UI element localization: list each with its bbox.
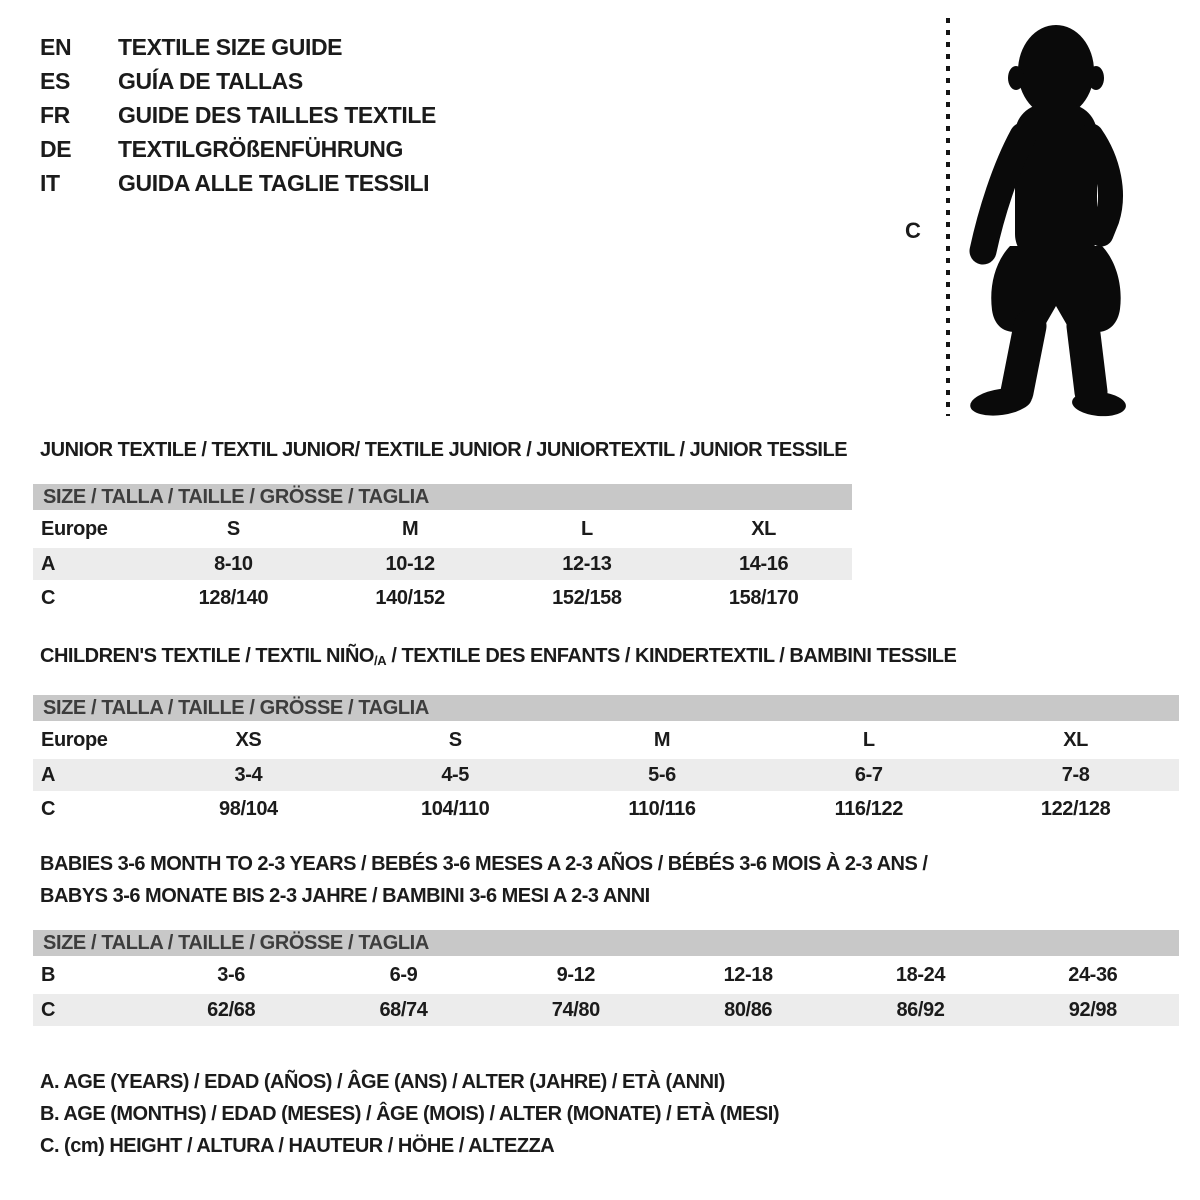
language-code: DE bbox=[40, 136, 72, 162]
table-row bbox=[33, 548, 852, 580]
language-row bbox=[40, 30, 436, 64]
table-cell: 80/86 bbox=[724, 998, 773, 1021]
table-cell: 3-4 bbox=[234, 763, 263, 786]
table-cell: 24-36 bbox=[1068, 963, 1118, 986]
size-header-row bbox=[33, 484, 852, 510]
section-babies-textile bbox=[33, 848, 1179, 1028]
size-header-label: SIZE / TALLA / TAILLE / GRÖSSE / TAGLIA bbox=[33, 695, 1179, 721]
section-title-line bbox=[40, 640, 1179, 677]
row-label: C bbox=[41, 586, 56, 609]
row-label: A bbox=[41, 552, 56, 575]
section-title-text: / TEXTILE DES ENFANTS / KINDERTEXTIL / BAMBINI TESSILE bbox=[386, 645, 957, 667]
section-title-text: BABYS 3-6 MONATE BIS 2-3 JAHRE / BAMBINI 3-6 MESI A 2-3 ANNI bbox=[40, 885, 650, 907]
language-row bbox=[40, 166, 436, 200]
section-junior-textile bbox=[33, 434, 852, 616]
table-cell: 12-18 bbox=[723, 963, 773, 986]
section-title-text: BABIES 3-6 MONTH TO 2-3 YEARS / BEBÉS 3-6 MESES A 2-3 AÑOS / BÉBÉS 3-6 MOIS À 2-3 ANS / bbox=[40, 853, 928, 875]
size-table-babies bbox=[33, 928, 1179, 1028]
table-row bbox=[33, 793, 1179, 825]
legend-line: C. (cm) HEIGHT / ALTURA / HAUTEUR / HÖHE / ALTEZZA bbox=[40, 1135, 555, 1157]
section-title-line bbox=[40, 434, 852, 466]
legend-line: B. AGE (MONTHS) / EDAD (MESES) / ÂGE (MOIS) / ALTER (MONATE) / ETÀ (MESI) bbox=[40, 1103, 780, 1125]
language-row bbox=[40, 64, 436, 98]
table-cell: XL bbox=[1063, 728, 1088, 751]
section-title-text: CHILDREN'S TEXTILE / TEXTIL NIÑO bbox=[40, 645, 374, 667]
table-cell: 12-13 bbox=[562, 552, 612, 575]
row-label: A bbox=[41, 763, 56, 786]
section-childrens-textile bbox=[33, 640, 1179, 827]
table-cell: S bbox=[226, 517, 240, 540]
legend-line: A. AGE (YEARS) / EDAD (AÑOS) / ÂGE (ANS) / ALTER (JAHRE) / ETÀ (ANNI) bbox=[40, 1071, 725, 1093]
size-header-label: SIZE / TALLA / TAILLE / GRÖSSE / TAGLIA bbox=[33, 930, 1179, 956]
table-cell: 9-12 bbox=[556, 963, 596, 986]
table-cell: 158/170 bbox=[728, 586, 799, 609]
toddler-silhouette bbox=[968, 25, 1126, 419]
table-cell: 68/74 bbox=[379, 998, 428, 1021]
table-row bbox=[33, 723, 1179, 757]
table-cell: M bbox=[653, 728, 671, 751]
legend bbox=[40, 1066, 779, 1162]
table-cell: L bbox=[580, 517, 593, 540]
table-cell: 74/80 bbox=[551, 998, 600, 1021]
language-code: FR bbox=[40, 102, 70, 128]
section-title-line bbox=[40, 880, 1179, 912]
table-cell: 6-9 bbox=[389, 963, 418, 986]
table-cell: 98/104 bbox=[219, 797, 278, 820]
row-label: C bbox=[41, 998, 56, 1021]
size-header-label: SIZE / TALLA / TAILLE / GRÖSSE / TAGLIA bbox=[33, 484, 852, 510]
table-cell: 18-24 bbox=[895, 963, 946, 986]
table-cell: 128/140 bbox=[198, 586, 269, 609]
section-title-babies bbox=[40, 848, 1179, 912]
table-row bbox=[33, 512, 852, 546]
language-code: IT bbox=[40, 170, 60, 196]
section-title-children bbox=[40, 640, 1179, 677]
toddler-silhouette-icon bbox=[895, 14, 1147, 420]
table-cell: 10-12 bbox=[385, 552, 435, 575]
size-header-row bbox=[33, 930, 1179, 956]
table-row bbox=[33, 958, 1179, 992]
language-row bbox=[40, 98, 436, 132]
table-cell: 152/158 bbox=[552, 586, 622, 609]
table-cell: 14-16 bbox=[739, 552, 789, 575]
table-cell: S bbox=[448, 728, 462, 751]
language-label: TEXTILGRÖßENFÜHRUNG bbox=[118, 136, 403, 162]
size-table-children bbox=[33, 693, 1179, 827]
table-cell: 110/116 bbox=[628, 797, 696, 820]
language-list bbox=[40, 30, 436, 200]
row-label: B bbox=[41, 963, 56, 986]
row-label: C bbox=[41, 797, 56, 820]
table-cell: 8-10 bbox=[214, 552, 253, 575]
section-title-junior bbox=[40, 434, 852, 466]
language-label: GUIDA ALLE TAGLIE TESSILI bbox=[118, 170, 430, 196]
figure-toddler-height bbox=[895, 14, 1147, 420]
table-cell: 122/128 bbox=[1040, 797, 1111, 820]
table-row bbox=[33, 759, 1179, 791]
table-cell: XS bbox=[235, 728, 262, 751]
size-header-row bbox=[33, 695, 1179, 721]
table-cell: XL bbox=[751, 517, 776, 540]
table-cell: 104/110 bbox=[420, 797, 490, 820]
row-label: Europe bbox=[41, 728, 108, 751]
language-label: TEXTILE SIZE GUIDE bbox=[118, 34, 343, 60]
table-cell: 5-6 bbox=[648, 763, 676, 786]
language-code: EN bbox=[40, 34, 72, 60]
table-cell: 3-6 bbox=[217, 963, 246, 986]
table-row bbox=[33, 994, 1179, 1026]
table-cell: 7-8 bbox=[1061, 763, 1090, 786]
table-cell: 92/98 bbox=[1068, 998, 1117, 1021]
table-row bbox=[33, 582, 852, 614]
language-row bbox=[40, 132, 436, 166]
table-cell: 6-7 bbox=[854, 763, 883, 786]
section-title-text: /A bbox=[373, 653, 387, 668]
table-cell: L bbox=[862, 728, 875, 751]
language-label: GUIDE DES TAILLES TEXTILE bbox=[118, 102, 436, 128]
section-title-line bbox=[40, 848, 1179, 880]
table-cell: 4-5 bbox=[441, 763, 470, 786]
row-label: Europe bbox=[41, 517, 108, 540]
table-cell: 62/68 bbox=[207, 998, 256, 1021]
measure-line-label: C bbox=[905, 218, 921, 243]
section-title-text: JUNIOR TEXTILE / TEXTIL JUNIOR/ TEXTILE JUNIOR / JUNIORTEXTIL / JUNIOR TESSILE bbox=[40, 439, 848, 461]
table-cell: 86/92 bbox=[896, 998, 945, 1021]
table-cell: M bbox=[401, 517, 419, 540]
language-code: ES bbox=[40, 68, 70, 94]
table-cell: 116/122 bbox=[834, 797, 903, 820]
language-label: GUÍA DE TALLAS bbox=[118, 68, 303, 94]
size-table-junior bbox=[33, 482, 852, 616]
table-cell: 140/152 bbox=[375, 586, 445, 609]
